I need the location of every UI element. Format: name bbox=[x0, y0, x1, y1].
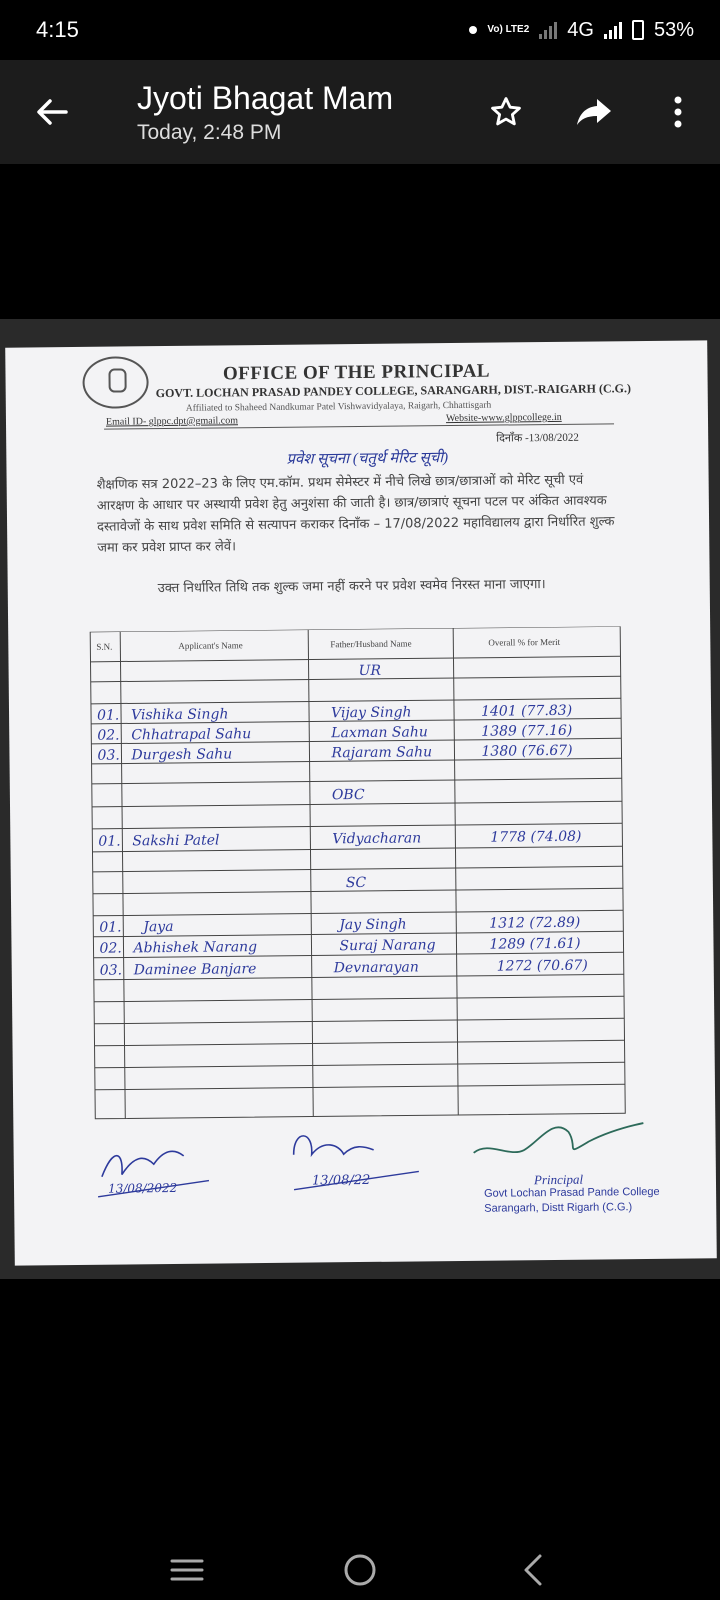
notification-dot-icon bbox=[469, 26, 477, 34]
college-stamp-line-2: Sarangarh, Distt Rigarh (C.G.) bbox=[484, 1201, 633, 1215]
category-obc: OBC bbox=[331, 786, 365, 804]
obc-row1-merit: 1778 (74.08) bbox=[490, 828, 582, 846]
ur-row2-name: Chhatrapal Sahu bbox=[131, 726, 252, 744]
battery-icon bbox=[632, 20, 644, 40]
document-photo[interactable] bbox=[0, 319, 720, 1279]
network-type: 4G bbox=[567, 18, 594, 41]
ur-row2-merit: 1389 (77.16) bbox=[481, 722, 573, 740]
sc-row2-sn: 02. bbox=[99, 940, 122, 957]
image-viewer[interactable] bbox=[0, 164, 720, 1540]
share-forward-icon bbox=[575, 97, 613, 127]
website: Website-www.glppcollege.in bbox=[445, 411, 562, 425]
message-timestamp: Today, 2:48 PM bbox=[137, 121, 282, 144]
col-header-sn: S.N. bbox=[96, 641, 113, 652]
ur-row3-father: Rajaram Sahu bbox=[331, 744, 433, 762]
ur-row2-sn: 02. bbox=[97, 727, 120, 744]
notice-paragraph-2: उक्त निर्धारित तिथि तक शुल्क जमा नहीं करने पर प्रवेश स्वमेव निरस्त माना जाएगा। bbox=[157, 577, 546, 597]
sc-row2-name: Abhishek Narang bbox=[133, 939, 258, 957]
obc-row1-father: Vidyacharan bbox=[332, 830, 422, 848]
notice-document bbox=[5, 340, 717, 1265]
conversation-info bbox=[137, 79, 478, 145]
signature-1 bbox=[93, 1136, 214, 1207]
nav-back-button[interactable] bbox=[503, 1545, 563, 1595]
col-header-father: Father/Husband Name bbox=[330, 638, 412, 650]
sc-row3-merit: 1272 (70.67) bbox=[496, 957, 588, 975]
star-button[interactable] bbox=[478, 84, 534, 140]
affiliation: Affiliated to Shaheed Nandkumar Patel Vishwavidyalaya, Raigarh, Chhattisgarh bbox=[185, 400, 492, 414]
status-indicators bbox=[469, 19, 694, 42]
signal-icon bbox=[539, 21, 557, 39]
ur-row1-father: Vijay Singh bbox=[330, 704, 412, 722]
sc-row2-merit: 1289 (71.61) bbox=[489, 935, 581, 953]
col-header-merit: Overall % for Merit bbox=[488, 636, 561, 648]
signal-strength-icon bbox=[604, 21, 622, 39]
signature-1-date: 13/08/2022 bbox=[107, 1180, 178, 1196]
email: Email ID- glppc.dpt@gmail.com bbox=[105, 415, 239, 428]
home-button[interactable] bbox=[330, 1545, 390, 1595]
sc-row3-father: Devnarayan bbox=[333, 959, 419, 977]
forward-button[interactable] bbox=[566, 84, 622, 140]
system-nav-bar bbox=[0, 1540, 720, 1600]
sc-row1-name: Jaya bbox=[143, 918, 174, 936]
back-button[interactable] bbox=[22, 82, 82, 142]
battery-percent: 53% bbox=[653, 18, 694, 41]
ur-row3-merit: 1380 (76.67) bbox=[481, 742, 573, 760]
ur-row1-merit: 1401 (77.83) bbox=[480, 702, 573, 720]
volte-icon: Vo) LTE2 bbox=[487, 24, 530, 35]
sc-row3-sn: 03. bbox=[99, 962, 123, 979]
ur-row1-name: Vishika Singh bbox=[130, 706, 229, 724]
obc-row1-name: Sakshi Patel bbox=[132, 832, 220, 850]
college-name: GOVT. LOCHAN PRASAD PANDEY COLLEGE, SARANGARH, DIST.-RAIGARH (C.G.) bbox=[155, 381, 631, 401]
ur-row2-father: Laxman Sahu bbox=[331, 724, 428, 742]
sc-row1-father: Jay Singh bbox=[339, 916, 407, 934]
obc-row1-sn: 01. bbox=[98, 833, 121, 850]
ur-row1-sn: 01. bbox=[96, 707, 120, 724]
notice-paragraph-1: शैक्षणिक सत्र 2022–23 के लिए एम.कॉम. प्रथम सेमेस्टर में नीचे लिखे छात्र/छात्राओं को मेरिट सूची एवं आरक्षण के आधार पर अस्थायी प्रवेश हेतु अनुशंसा की जाती है। छात्र/छात्राएं सूचना पटल पर अंकित आवश्यक दस्तावेजों के साथ प्रवेश समिति से सत्यापन कराकर दिनाँक – 17/08/2022 महाविद्यालय द्वारा निर्धारित शुल्क जमा कर प्रवेश प्राप्त कर लेवें। bbox=[96, 472, 615, 556]
signature-2-date: 13/08/22 bbox=[311, 1172, 371, 1189]
recents-button[interactable] bbox=[157, 1545, 217, 1595]
home-icon bbox=[343, 1553, 377, 1587]
sc-row3-name: Daminee Banjare bbox=[133, 961, 257, 979]
category-ur: UR bbox=[358, 662, 382, 680]
ur-row3-name: Durgesh Sahu bbox=[131, 746, 233, 764]
category-sc: SC bbox=[345, 874, 367, 892]
app-bar bbox=[0, 60, 720, 164]
contact-name: Jyoti Bhagat Mam bbox=[137, 80, 394, 116]
back-chevron-icon bbox=[522, 1553, 544, 1587]
ur-row3-sn: 03. bbox=[97, 747, 120, 764]
sc-row1-sn: 01. bbox=[99, 919, 122, 936]
more-vertical-icon bbox=[674, 96, 682, 128]
status-time: 4:15 bbox=[36, 17, 79, 42]
merit-table bbox=[68, 626, 633, 1122]
notice-heading: प्रवेश सूचना (चतुर्थ मेरिट सूची) bbox=[286, 450, 449, 468]
notice-date: दिनाँक -13/08/2022 bbox=[496, 431, 579, 445]
status-bar bbox=[0, 0, 720, 60]
principal-label: Principal bbox=[533, 1171, 584, 1188]
office-title: OFFICE OF THE PRINCIPAL bbox=[222, 360, 491, 385]
sc-row1-merit: 1312 (72.89) bbox=[489, 914, 581, 932]
recents-icon bbox=[170, 1557, 204, 1583]
more-options-button[interactable] bbox=[650, 84, 706, 140]
arrow-left-icon bbox=[36, 98, 68, 126]
sc-row2-father: Suraj Narang bbox=[339, 937, 436, 955]
star-icon bbox=[489, 95, 523, 129]
col-header-name: Applicant's Name bbox=[178, 640, 243, 651]
signature-2 bbox=[283, 1123, 424, 1204]
college-stamp-line-1: Govt Lochan Prasad Pande College bbox=[484, 1185, 660, 1200]
